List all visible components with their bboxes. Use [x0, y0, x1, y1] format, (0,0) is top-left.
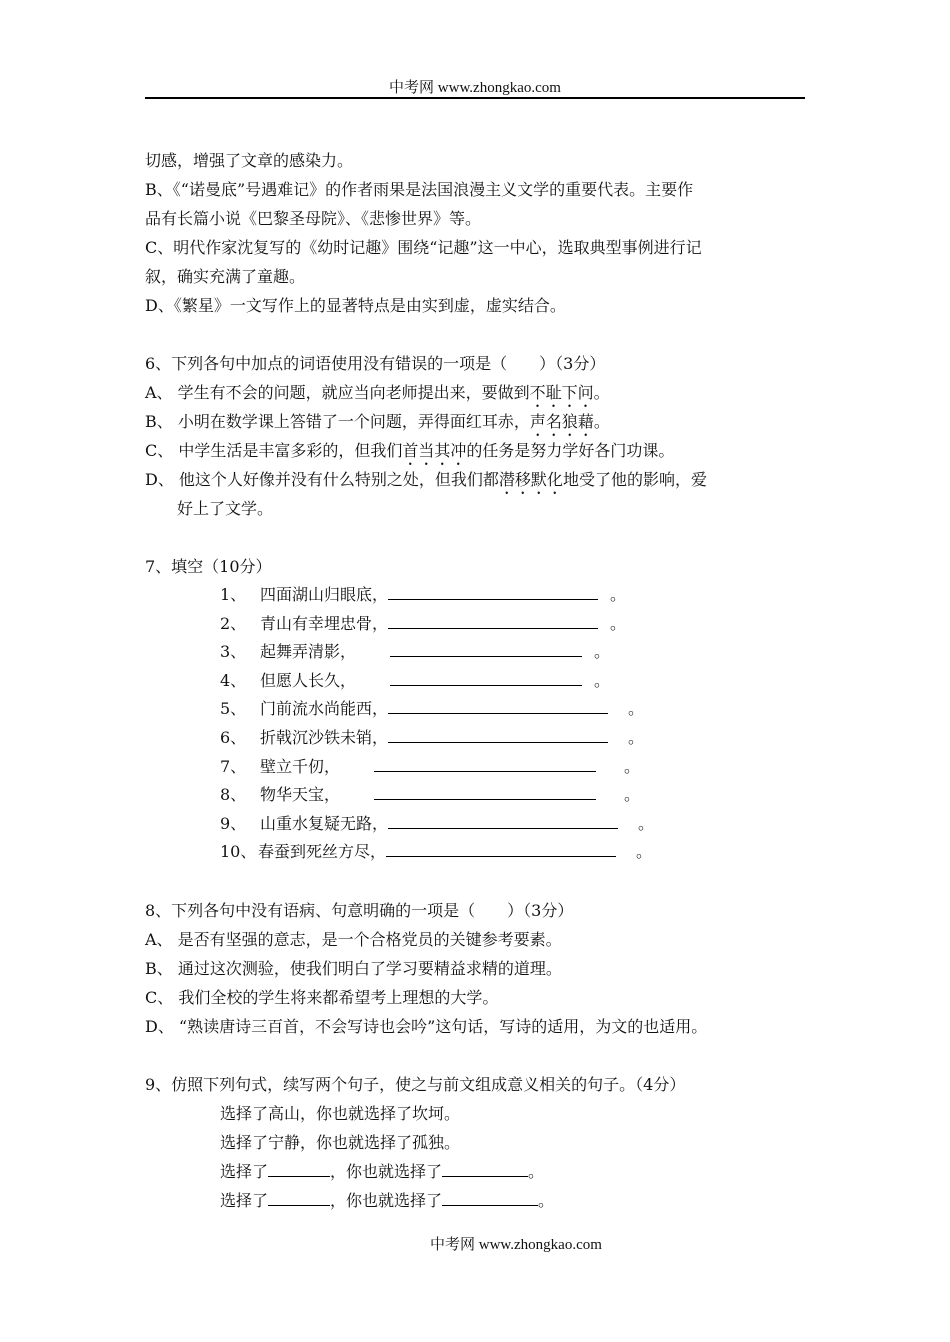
q5-option-b-cont: 品有长篇小说《巴黎圣母院》、《悲惨世界》等。 — [145, 209, 482, 228]
q6-stem: 6、下列各句中加点的词语使用没有错误的一项是（ ）（3分） — [145, 354, 606, 373]
q7-item-text: 物华天宝， — [260, 785, 341, 805]
q6-b-text: B、 小明在数学课上答错了一个问题，弄得面红耳赤， — [145, 412, 530, 431]
q6-option-c — [145, 436, 810, 465]
q9-fill-middle: ，你也就选择了 — [330, 1190, 443, 1210]
q7-item — [145, 581, 810, 610]
q6-c-dotted-word: 首当其冲 — [402, 441, 467, 460]
answer-blank[interactable] — [386, 839, 616, 857]
q9-fill-1 — [145, 1157, 810, 1186]
q7-item — [145, 610, 810, 639]
answer-blank[interactable] — [388, 582, 598, 600]
q8-stem: 8、下列各句中没有语病、句意明确的一项是（ ）（3分） — [145, 900, 574, 920]
answer-blank[interactable] — [374, 754, 596, 772]
q7-item-number: 6、 — [220, 727, 247, 747]
q7-item-number: 10、 — [220, 842, 257, 862]
q7-item-text: 四面湖山归眼底， — [260, 585, 389, 604]
answer-blank[interactable] — [388, 696, 608, 714]
q7-item-end: 。 — [624, 756, 641, 776]
q7-item-end: 。 — [594, 642, 611, 662]
q7-item-number: 4、 — [220, 670, 247, 690]
page-footer: 中考网 www.zhongkao.com — [430, 1237, 602, 1253]
answer-blank[interactable] — [268, 1159, 330, 1177]
q7-item-number: 1、 — [220, 585, 247, 604]
q7-item-end: 。 — [610, 585, 627, 604]
q7-item-number: 7、 — [220, 756, 247, 776]
q7-item-number: 9、 — [220, 813, 247, 833]
answer-blank[interactable] — [388, 811, 618, 829]
answer-blank[interactable] — [442, 1159, 528, 1177]
q7-item — [145, 838, 810, 867]
q9-fill-middle: ，你也就选择了 — [330, 1161, 443, 1181]
q7-item-number: 5、 — [220, 699, 247, 719]
q9-fill-prefix: 选择了 — [220, 1161, 269, 1181]
q8-option-a: A、 是否有坚强的意志，是一个合格党员的关键参考要素。 — [145, 929, 562, 949]
q6-d-dotted-word: 潜移默化 — [498, 470, 563, 489]
q7-item-number: 2、 — [220, 613, 247, 633]
q6-a-text: A、 学生有不会的问题，就应当向老师提出来，要做到 — [145, 383, 530, 402]
q9-stem: 9、仿照下列句式，续写两个句子，使之与前文组成意义相关的句子。（4分） — [145, 1074, 686, 1094]
q6-a-end: 。 — [593, 383, 610, 402]
q5-option-c-cont: 叙，确实充满了童趣。 — [145, 267, 306, 286]
q7-item-text: 门前流水尚能西， — [260, 699, 389, 719]
q7-item-end: 。 — [638, 813, 655, 833]
q8-option-c: C、 我们全校的学生将来都希望考上理想的大学。 — [145, 987, 499, 1007]
q5-option-c: C、明代作家沈复写的《幼时记趣》围绕“记趣”这一中心，选取典型事例进行记 — [145, 238, 702, 257]
q6-b-end: 。 — [593, 412, 610, 431]
answer-blank[interactable] — [390, 639, 582, 657]
q7-item-text: 起舞弄清影， — [260, 642, 357, 662]
q9-example-2: 选择了宁静，你也就选择了孤独。 — [220, 1132, 461, 1152]
q5-option-b: B、《“诺曼底”号遇难记》的作者雨果是法国浪漫主义文学的重要代表。主要作 — [145, 180, 694, 199]
q7-item — [145, 667, 810, 696]
q7-item-text: 壁立千仞， — [260, 756, 341, 776]
q6-option-d-cont: 好上了文学。 — [177, 499, 274, 518]
answer-blank[interactable] — [268, 1188, 330, 1206]
q7-item — [145, 810, 810, 839]
q9-fill-prefix: 选择了 — [220, 1190, 269, 1210]
q7-item — [145, 753, 810, 782]
q8-option-d: D、 “熟读唐诗三百首，不会写诗也会吟”这句话，写诗的适用，为文的也适用。 — [145, 1016, 708, 1036]
q7-item-end: 。 — [610, 613, 627, 633]
q7-item-end: 。 — [628, 699, 645, 719]
q6-c-text: C、 中学生活是丰富多彩的，但我们 — [145, 441, 403, 460]
q5-option-d: D、《繁星》一文写作上的显著特点是由实到虚，虚实结合。 — [145, 296, 566, 315]
q7-item-end: 。 — [594, 670, 611, 690]
q7-item-number: 8、 — [220, 785, 247, 805]
q7-item — [145, 781, 810, 810]
page-header: 中考网 www.zhongkao.com — [389, 80, 561, 96]
q7-item-text: 但愿人长久， — [260, 670, 357, 690]
q7-item-end: 。 — [636, 842, 653, 862]
q8-option-b: B、 通过这次测验，使我们明白了学习要精益求精的道理。 — [145, 958, 562, 978]
q7-item — [145, 638, 810, 667]
q7-item-text: 春蚕到死丝方尽， — [258, 842, 387, 862]
q9-fill-end: 。 — [528, 1161, 545, 1181]
q7-item — [145, 695, 810, 724]
q7-item-end: 。 — [624, 785, 641, 805]
document-body — [145, 146, 810, 1215]
q6-option-d — [145, 465, 810, 494]
q6-d-end: 地受了他的影响，爱 — [562, 470, 707, 489]
q7-item-text: 折戟沉沙铁未销， — [260, 727, 389, 747]
q6-c-end: 的任务是努力学好各门功课。 — [466, 441, 675, 460]
q6-option-b — [145, 407, 810, 436]
answer-blank[interactable] — [442, 1188, 538, 1206]
q7-fill-list — [145, 581, 810, 867]
q6-option-a — [145, 378, 810, 407]
q9-example-1: 选择了高山，你也就选择了坎坷。 — [220, 1103, 461, 1123]
answer-blank[interactable] — [388, 725, 608, 743]
q6-a-dotted-word: 不耻下问 — [529, 383, 594, 402]
answer-blank[interactable] — [388, 611, 598, 629]
header-divider — [145, 97, 805, 99]
q6-b-dotted-word: 声名狼藉 — [529, 412, 594, 431]
answer-blank[interactable] — [390, 668, 582, 686]
answer-blank[interactable] — [374, 782, 596, 800]
q7-item — [145, 724, 810, 753]
q7-item-number: 3、 — [220, 642, 247, 662]
q7-item-text: 青山有幸埋忠骨， — [260, 613, 389, 633]
q5-text-line: 切感，增强了文章的感染力。 — [145, 151, 354, 170]
q7-item-text: 山重水复疑无路， — [260, 813, 389, 833]
q7-stem: 7、填空（10分） — [145, 557, 272, 576]
q6-d-text: D、 他这个人好像并没有什么特别之处，但我们都 — [145, 470, 499, 489]
q9-fill-end: 。 — [538, 1190, 555, 1210]
q7-item-end: 。 — [628, 727, 645, 747]
q9-fill-2 — [145, 1186, 810, 1215]
